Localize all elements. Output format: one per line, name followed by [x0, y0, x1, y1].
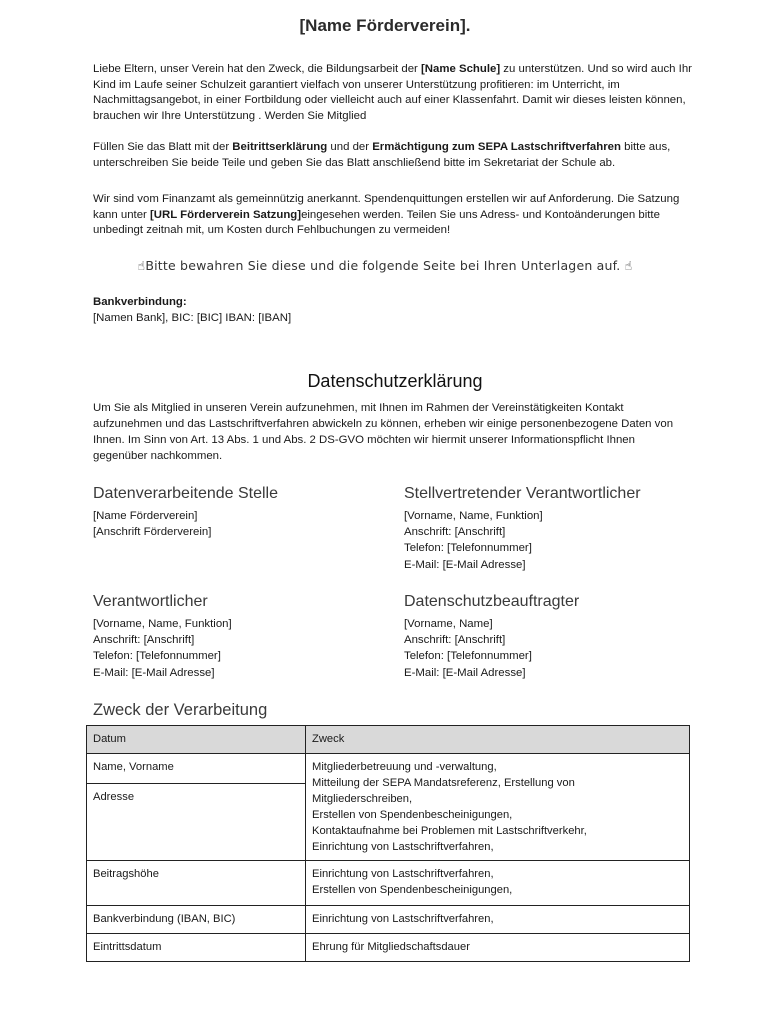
data-protection-officer-block: [Vorname, Name] Anschrift: [Anschrift] Telefon: [Telefonnummer] E-Mail: [E-Mail Adresse]: [404, 618, 532, 679]
privacy-title: Datenschutzerklärung: [307, 371, 483, 391]
table-cell-datum: Adresse: [87, 784, 306, 861]
table-cell-zweck: Ehrung für Mitgliedschaftsdauer: [306, 934, 690, 962]
header-zweck: Zweck: [306, 726, 690, 754]
purpose-heading: Zweck der Verarbeitung: [93, 701, 268, 719]
table-row: [87, 934, 690, 962]
responsible-heading: Verantwortlicher: [93, 593, 208, 610]
table-cell-zweck: Mitgliederbetreuung und -verwaltung, Mitteilung der SEPA Mandatsreferenz, Erstellung von Mitgliederschreiben, Erstellen von Spendenbescheinigungen, Kontaktaufnahme bei Problemen mit Lastschriftverkehr, Einrichtung von Lastschriftverfahren,: [306, 754, 690, 861]
keep-documents-note: ☝Bitte bewahren Sie diese und die folgende Seite bei Ihren Unterlagen auf. ☝: [137, 258, 633, 273]
processing-entity-block: [Name Förderverein] [Anschrift Förderverein]: [93, 510, 212, 539]
processing-entity-heading: Datenverarbeitende Stelle: [93, 485, 279, 502]
table-cell-datum: Bankverbindung (IBAN, BIC): [87, 906, 306, 934]
fill-out-paragraph: Füllen Sie das Blatt mit der Beitrittserklärung und der Ermächtigung zum SEPA Lastschriftverfahren bitte aus, unterschreiben Sie beide Teile und geben Sie das Blatt anschließend bitte im Sekretariat der Schule ab.: [93, 141, 671, 169]
table-cell-datum: Eintrittsdatum: [87, 934, 306, 962]
bank-label: Bankverbindung:: [93, 296, 187, 308]
deputy-heading: Stellvertretender Verantwortlicher: [404, 485, 641, 502]
intro-paragraph: Liebe Eltern, unser Verein hat den Zweck, die Bildungsarbeit der [Name Schule] zu unterstützen. Und so wird auch Ihr Kind im Laufe seiner Schulzeit garantiert vielfach von unserer Unterstützung profitieren: im Unterricht, im Nachmittagsangebot, in einer Fortbildung oder vielleicht auch auf einer Klassenfahrt. Damit wir dieses leisten können, brauchen wir Ihre Unterstützung . Werden Sie Mitglied: [93, 63, 692, 122]
statute-url: [URL Förderverein Satzung]: [150, 208, 302, 221]
bank-value: [Namen Bank], BIC: [BIC] IBAN: [IBAN]: [93, 312, 292, 324]
page-title: [Name Förderverein].: [299, 16, 471, 35]
purpose-table: [86, 725, 690, 962]
table-header-row: [87, 726, 690, 754]
privacy-text: Um Sie als Mitglied in unseren Verein aufzunehmen, mit Ihnen im Rahmen der Vereinstätigkeiten Kontakt aufzunehmen und das Lastschriftverfahren abwickeln zu können, erheben wir einige personenbezogene Daten von Ihnen. Im Sinn von Art. 13 Abs. 1 und Abs. 2 DS-GVO möchten wir hiermit unserer Informationspflicht Ihnen gegenüber nachkommen.: [93, 402, 674, 462]
data-protection-officer-heading: Datenschutzbeauftragter: [404, 593, 580, 610]
tax-paragraph: Wir sind vom Finanzamt als gemeinnützig anerkannt. Spendenquittungen erstellen wir auf Anforderung. Die Satzung kann unter [URL Förderverein Satzung]eingesehen werden. Teilen Sie uns Adress- und Kontoänderungen bitte unbedingt zeitnah mit, um Kosten durch Fehlbuchungen zu vermeiden!: [93, 193, 680, 236]
table-row: [87, 906, 690, 934]
table-row: [87, 754, 690, 784]
table-row: [87, 861, 690, 906]
school-name: [Name Schule]: [421, 63, 501, 75]
bank-details: [93, 294, 291, 326]
header-datum: Datum: [87, 726, 306, 754]
responsible-block: [Vorname, Name, Funktion] Anschrift: [Anschrift] Telefon: [Telefonnummer] E-Mail: [E-Mail Adresse]: [93, 618, 232, 679]
deputy-block: [Vorname, Name, Funktion] Anschrift: [Anschrift] Telefon: [Telefonnummer] E-Mail: [E-Mail Adresse]: [404, 510, 543, 571]
table-cell-datum: Name, Vorname: [87, 754, 306, 784]
table-cell-datum: Beitragshöhe: [87, 861, 306, 906]
table-cell-zweck: Einrichtung von Lastschriftverfahren, Erstellen von Spendenbescheinigungen,: [306, 861, 690, 906]
table-cell-zweck: Einrichtung von Lastschriftverfahren,: [306, 906, 690, 934]
